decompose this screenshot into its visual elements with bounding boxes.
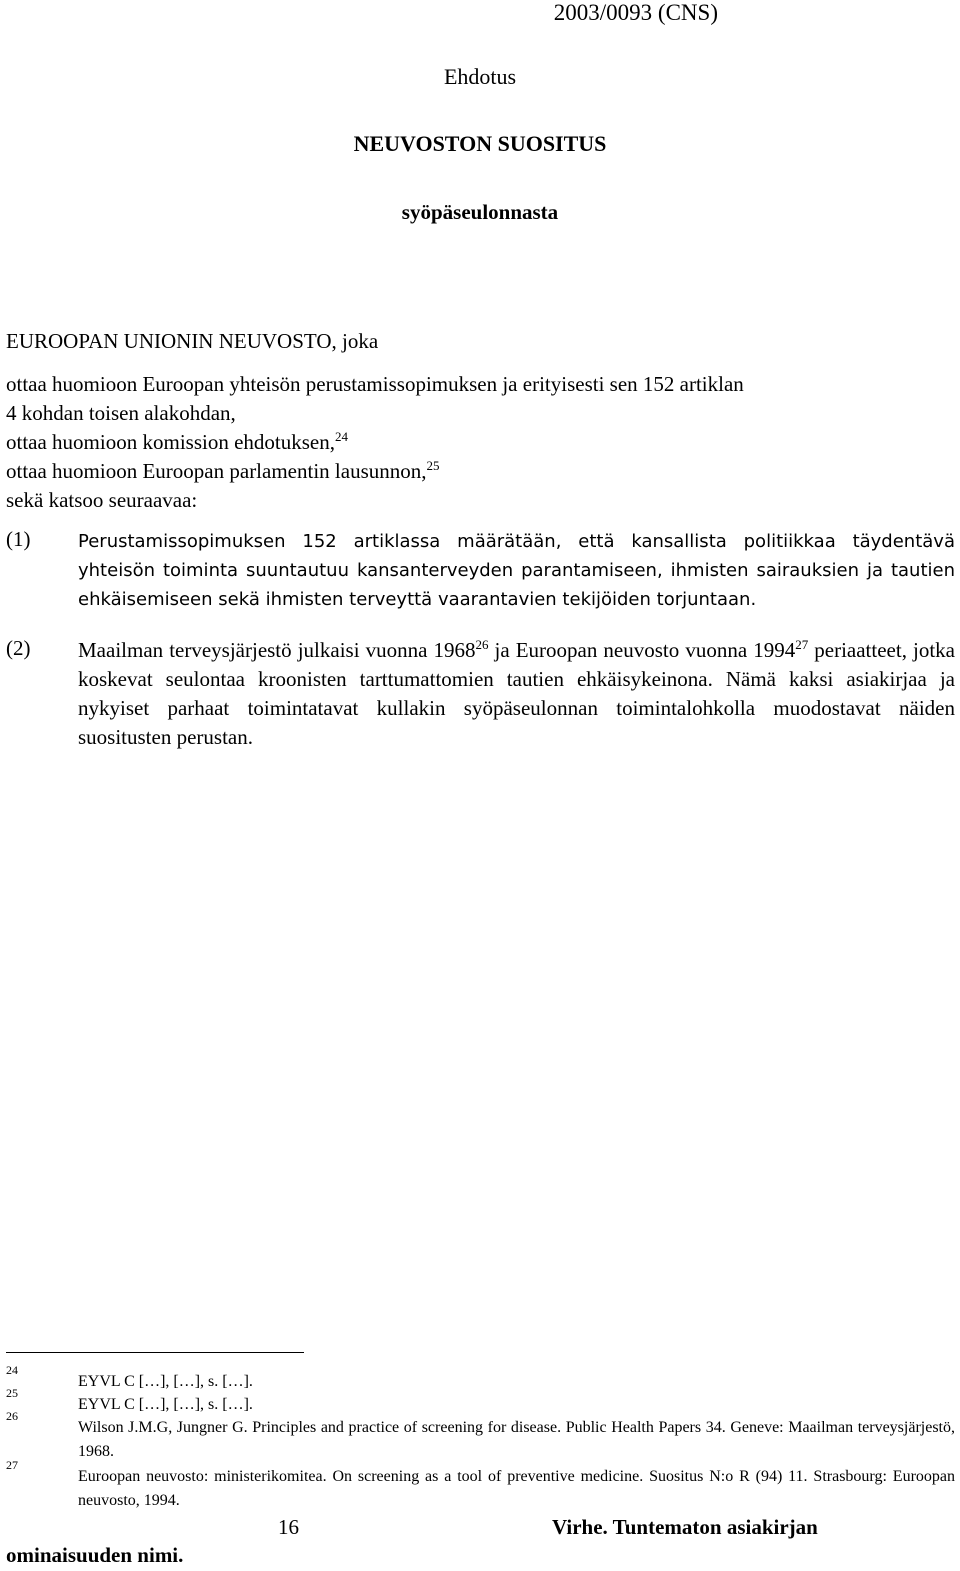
footnote	[6, 1386, 955, 1417]
recital-text: Perustamissopimuksen 152 artiklassa määrätään, että kansallista politiikkaa täydentävä yhteisön toiminta suuntautuu kansanterveyden parantamiseen, ihmisten sairauksien ja tautien ehkäisemiseen sekä ihmisten terveyttä vaarantavien tekijöiden torjuntaan.	[78, 531, 955, 610]
footnote-ref[interactable]: 27	[795, 637, 809, 652]
citation-line: sekä katsoo seuraavaa:	[6, 488, 198, 512]
recital-text	[78, 636, 955, 752]
recital-text-part: ja Euroopan neuvosto vuonna 1994	[488, 638, 796, 662]
document-subtitle: syöpäseulonnasta	[401, 200, 559, 224]
citation-line: 4 kohdan toisen alakohdan,	[6, 401, 236, 425]
footnote-number: 24	[6, 1363, 18, 1377]
footnote-ref[interactable]: 25	[426, 458, 440, 473]
proposal-label: Ehdotus	[443, 64, 517, 89]
preamble-citations	[6, 370, 744, 515]
citation-text: ottaa huomioon Euroopan parlamentin lausunnon,	[6, 459, 427, 483]
footnote-text: Wilson J.M.G, Jungner G. Principles and practice of screening for disease. Public Health Papers 34. Geneve: Maailman terveysjärjestö, 1968.	[78, 1419, 955, 1460]
document-title: NEUVOSTON SUOSITUS	[353, 131, 607, 156]
footnote-ref[interactable]: 26	[475, 637, 489, 652]
footnote	[6, 1458, 955, 1513]
footnote-number: 25	[6, 1386, 18, 1400]
footnote	[6, 1363, 955, 1394]
citation-line	[6, 428, 744, 457]
footnote-number: 26	[6, 1409, 18, 1423]
footnote-text: EYVL C […], […], s. […].	[78, 1396, 253, 1413]
document-reference: 2003/0093 (CNS)	[553, 0, 718, 25]
citation-line	[6, 457, 744, 486]
footnote-ref[interactable]: 24	[334, 429, 348, 444]
footnote-number: 27	[6, 1458, 18, 1472]
recital-text-part: Maailman terveysjärjestö julkaisi vuonna 1968	[78, 638, 476, 662]
footnote-text: EYVL C […], […], s. […].	[78, 1373, 253, 1390]
recital-number: (1)	[6, 527, 31, 551]
footnote-text: Euroopan neuvosto: ministerikomitea. On screening as a tool of preventive medicine. Suositus N:o R (94) 11. Strasbourg: Euroopan neuvosto, 1994.	[78, 1468, 955, 1509]
field-error-text: Virhe. Tuntematon asiakirjan	[552, 1515, 818, 1539]
recital-2	[6, 636, 955, 752]
footnote-separator	[6, 1352, 304, 1353]
citation-line: ottaa huomioon Euroopan yhteisön perustamissopimuksen ja erityisesti sen 152 artiklan	[6, 372, 744, 396]
field-error-text-continued: ominaisuuden nimi.	[6, 1543, 184, 1567]
preamble-intro: EUROOPAN UNIONIN NEUVOSTO, joka	[6, 329, 379, 353]
page-number: 16	[278, 1515, 299, 1539]
recital-1	[6, 527, 955, 614]
footnote	[6, 1409, 955, 1464]
recital-text-part: periaatteet, jotka koskevat seulontaa kroonisten tarttumattomien tautien ehkäisykeinona. Nämä kaksi asiakirjaa ja nykyiset parhaat toimintatavat kullakin syöpäseulonnan toimintalohkolla muodostavat näiden suositusten perustan.	[78, 638, 955, 749]
citation-text: ottaa huomioon komission ehdotuksen,	[6, 430, 335, 454]
recital-number: (2)	[6, 636, 31, 660]
